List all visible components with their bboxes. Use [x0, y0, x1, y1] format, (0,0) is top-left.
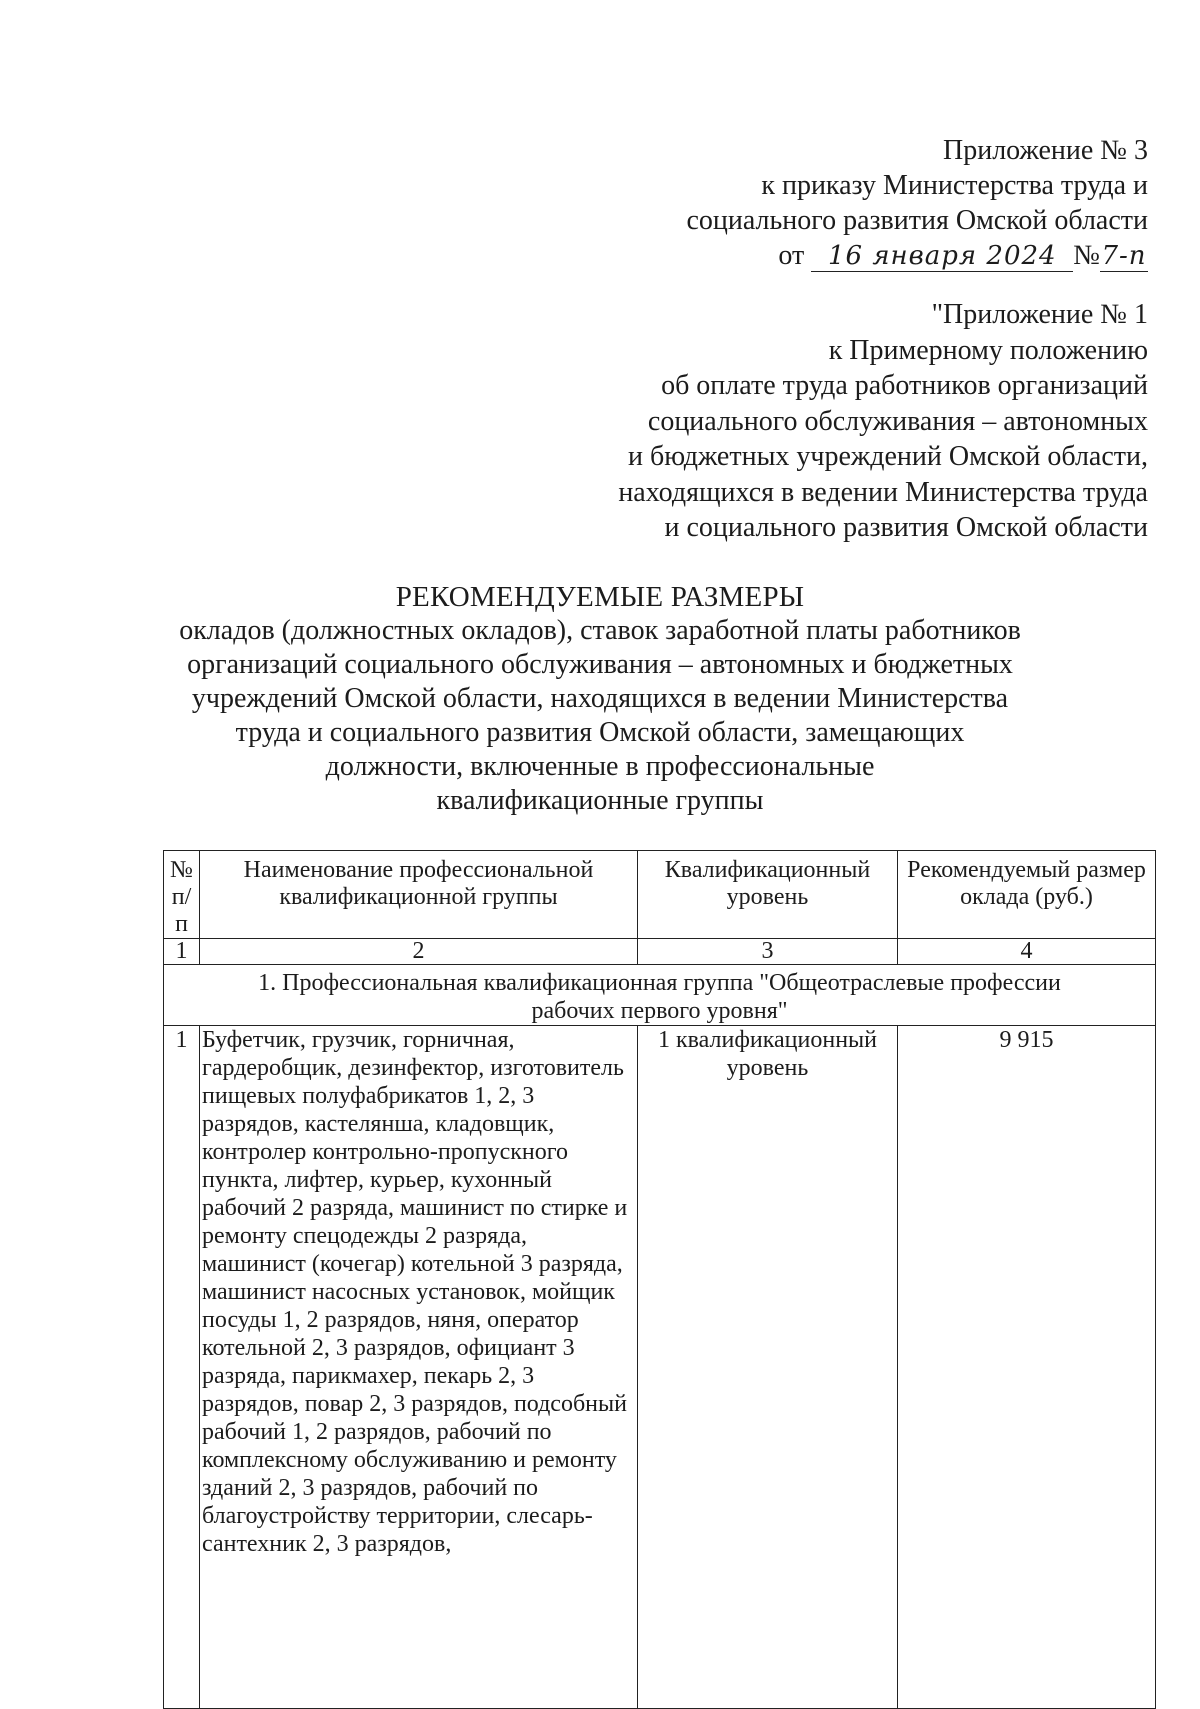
- column-number: 1: [164, 939, 200, 965]
- document-title: РЕКОМЕНДУЕМЫЕ РАЗМЕРЫ: [395, 581, 805, 613]
- original-appendix-line: к Примерному положению: [828, 334, 1148, 366]
- row-level: 1 квалификационный уровень: [638, 1026, 898, 1709]
- original-appendix-line: находящихся в ведении Министерства труда: [618, 476, 1148, 508]
- table-header-row: [164, 851, 1156, 939]
- title-line: окладов (должностных окладов), ставок заработной платы работников: [179, 615, 1021, 646]
- header-level: Квалификационный уровень: [638, 851, 898, 939]
- original-appendix-line: об оплате труда работников организаций: [661, 370, 1148, 401]
- table-row: [164, 1026, 1156, 1709]
- header-salary: Рекомендуемый размер оклада (руб.): [898, 851, 1156, 939]
- appendix-ministry-line: социального развития Омской области: [686, 205, 1148, 236]
- appendix-reference-block: [686, 133, 1148, 273]
- appendix-number: Приложение № 3: [943, 135, 1148, 166]
- handwritten-number: 7-п: [1101, 241, 1147, 271]
- number-field: [1100, 241, 1148, 272]
- row-salary: 9 915: [898, 1026, 1156, 1709]
- number-prefix: №: [1073, 240, 1100, 271]
- title-line: организаций социального обслуживания – автономных и бюджетных: [187, 649, 1013, 680]
- appendix-order-line: к приказу Министерства труда и: [761, 170, 1148, 201]
- handwritten-date: 16 января 2024: [827, 241, 1057, 271]
- original-appendix-line: "Приложение № 1: [931, 299, 1148, 330]
- original-appendix-line: и социального развития Омской области: [664, 512, 1148, 543]
- title-line: труда и социального развития Омской области, замещающих: [235, 717, 965, 748]
- group-title-row: [164, 965, 1156, 1026]
- date-field: [811, 241, 1073, 272]
- column-number-row: [164, 939, 1156, 965]
- original-appendix-line: и бюджетных учреждений Омской области,: [627, 441, 1148, 472]
- salary-table: [163, 850, 1156, 1709]
- original-appendix-block: [618, 297, 1148, 546]
- group-title: 1. Профессиональная квалификационная группа "Общеотраслевые профессии рабочих первого уровня": [164, 965, 1156, 1026]
- row-positions: Буфетчик, грузчик, горничная, гардеробщик, дезинфектор, изготовитель пищевых полуфабрикатов 1, 2, 3 разрядов, кастелянша, кладовщик, контролер контрольно-пропускного пункта, лифтер, курьер, кухонный рабочий 2 разряда, машинист по стирке и ремонту спецодежды 2 разряда, машинист (кочегар) котельной 3 разряда, машинист насосных установок, мойщик посуды 1, 2 разрядов, няня, оператор котельной 2, 3 разрядов, официант 3 разряда, парикмахер, пекарь 2, 3 разрядов, повар 2, 3 разрядов, подсобный рабочий 1, 2 разрядов, рабочий по комплексному обслуживанию и ремонту зданий 2, 3 разрядов, рабочий по благоустройству территории, слесарь-сантехник 2, 3 разрядов,: [200, 1026, 638, 1709]
- original-appendix-line: социального обслуживания – автономных: [647, 405, 1148, 437]
- title-line: учреждений Омской области, находящихся в ведении Министерства: [191, 683, 1009, 714]
- column-number: 2: [200, 939, 638, 965]
- row-index: 1: [164, 1026, 200, 1709]
- document-title-block: [150, 580, 1050, 818]
- date-prefix: от: [778, 240, 805, 271]
- column-number: 3: [638, 939, 898, 965]
- appendix-date-line: [686, 238, 1148, 273]
- title-line: квалификационные группы: [436, 785, 764, 816]
- title-line: должности, включенные в профессиональные: [325, 751, 875, 782]
- column-number: 4: [898, 939, 1156, 965]
- header-index: № п/п: [164, 851, 200, 939]
- header-group-name: Наименование профессиональной квалификационной группы: [200, 851, 638, 939]
